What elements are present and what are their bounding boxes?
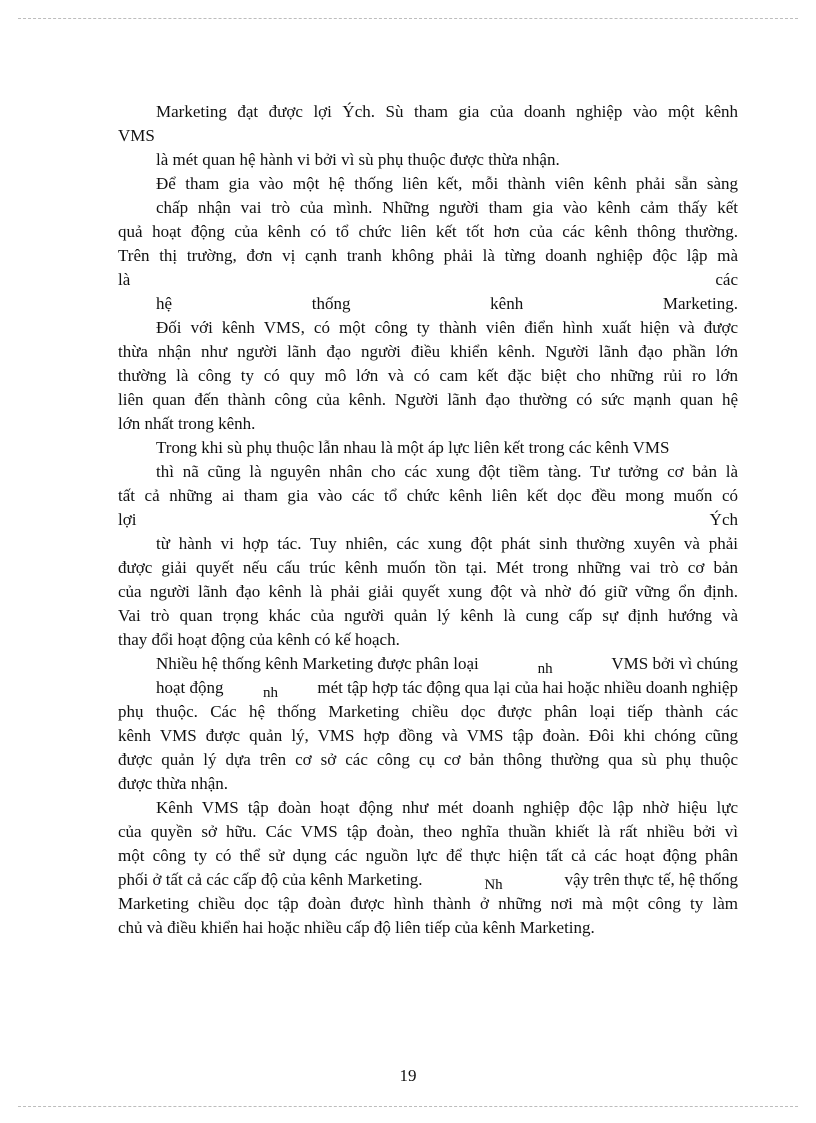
text-line: phụ thuộc. Các hệ thống Marketing chiều dọc được phân loại tiếp thành các: [118, 702, 738, 721]
text-line: [118, 268, 738, 292]
text-line: thay đổi hoạt động của kênh có kế hoạch.: [118, 630, 400, 649]
text-fragment: hoạt động: [156, 678, 224, 697]
text-line: được quản lý dựa trên cơ sở các công cụ cơ bản thông thường qua sù phụ thuộc: [118, 750, 738, 769]
text-line: lớn nhất trong kênh.: [118, 414, 256, 433]
text-line: Trên thị trường, đơn vị cạnh tranh không phải là từng doanh nghiệp độc lập mà: [118, 246, 738, 265]
text-fragment: nh: [262, 685, 278, 701]
text-line: là mét quan hệ hành vi bởi vì sù phụ thuộc được thừa nhận.: [156, 150, 560, 169]
text-line: VMS: [118, 126, 155, 145]
text-line: của quyền sở hữu. Các VMS tập đoàn, theo nghĩa thuần khiết là rất nhiều bởi vì: [118, 822, 738, 841]
text-fragment: Nhiều hệ thống kênh Marketing được phân loại: [156, 654, 479, 673]
text-line: Đối với kênh VMS, có một công ty thành viên điển hình xuất hiện và được: [156, 318, 738, 337]
word: hệ: [156, 294, 173, 313]
text-line: liên quan đến thành công của kênh. Người lãnh đạo thường có sức mạnh quan hệ: [118, 390, 738, 409]
text-line: [118, 508, 738, 532]
text-line: thường là công ty có quy mô lớn và có cam kết đặc biệt cho những rủi ro lớn: [118, 366, 738, 385]
text-fragment: nh: [537, 661, 553, 677]
text-line: [118, 652, 738, 676]
text-line: chấp nhận vai trò của mình. Những người tham gia vào kênh cảm thấy kết: [156, 198, 738, 217]
word: Ých: [709, 510, 738, 529]
text-line: được thừa nhận.: [118, 774, 229, 793]
text-line: được giải quyết nếu cấu trúc kênh muốn tồn tại. Mét trong những vai trò cơ bản: [118, 558, 738, 577]
body-text: [118, 100, 738, 940]
text-line: Để tham gia vào một hệ thống liên kết, mỗi thành viên kênh phải sẵn sàng: [156, 174, 738, 193]
text-line: Marketing đạt được lợi Ých. Sù tham gia của doanh nghiệp vào một kênh: [156, 102, 738, 121]
text-fragment: phối ở tất cả các cấp độ của kênh Marketing.: [118, 870, 423, 889]
word: kênh: [490, 294, 524, 313]
text-fragment: VMS bởi vì chúng: [611, 654, 738, 673]
text-line: chủ và điều khiển hai hoặc nhiều cấp độ liên tiếp của kênh Marketing.: [118, 918, 595, 937]
text-line: Trong khi sù phụ thuộc lẫn nhau là một áp lực liên kết trong các kênh VMS: [156, 438, 670, 457]
text-fragment: mét tập hợp tác động qua lại của hai hoặc nhiều doanh nghiệp: [317, 678, 738, 697]
text-fragment: Nh: [484, 877, 503, 893]
text-line: Kênh VMS tập đoàn hoạt động như mét doanh nghiệp độc lập nhờ hiệu lực: [156, 798, 738, 817]
word: Marketing.: [662, 294, 738, 313]
text-line: thì nã cũng là nguyên nhân cho các xung đột tiềm tàng. Tư tưởng cơ bản là: [156, 462, 738, 481]
text-line: Vai trò quan trọng khác của người quản lý kênh là cung cấp sự định hướng và: [118, 606, 738, 625]
text-fragment: vậy trên thực tế, hệ thống: [564, 870, 738, 889]
text-line: của người lãnh đạo kênh là phải giải quyết xung đột và nhờ đó giữ vững ổn định.: [118, 582, 738, 601]
word: thống: [311, 294, 351, 313]
text-line: [118, 868, 738, 892]
word: là: [118, 270, 131, 289]
text-line: thừa nhận như người lãnh đạo người điều khiển kênh. Người lãnh đạo phần lớn: [118, 342, 738, 361]
page-number: 19: [399, 1066, 417, 1085]
text-line: [118, 292, 738, 316]
text-line: kênh VMS được quản lý, VMS hợp đồng và VMS tập đoàn. Đôi khi chóng cũng: [118, 726, 738, 745]
word: lợi: [118, 510, 137, 529]
text-line: Marketing chiều dọc tập đoàn được hình thành ở những nơi mà một công ty làm: [118, 894, 738, 913]
text-line: [118, 676, 738, 700]
word: các: [715, 270, 738, 289]
text-line: từ hành vi hợp tác. Tuy nhiên, các xung đột phát sinh thường xuyên và phải: [156, 534, 738, 553]
text-line: tất cả những ai tham gia vào các tổ chức kênh liên kết dọc đều mong muốn có: [118, 486, 738, 505]
text-line: một công ty có thể sử dụng các nguồn lực để thực hiện tất cả các hoạt động phân: [118, 846, 738, 865]
text-line: quả hoạt động của kênh có tổ chức liên kết tốt hơn của các kênh thông thường.: [118, 222, 738, 241]
